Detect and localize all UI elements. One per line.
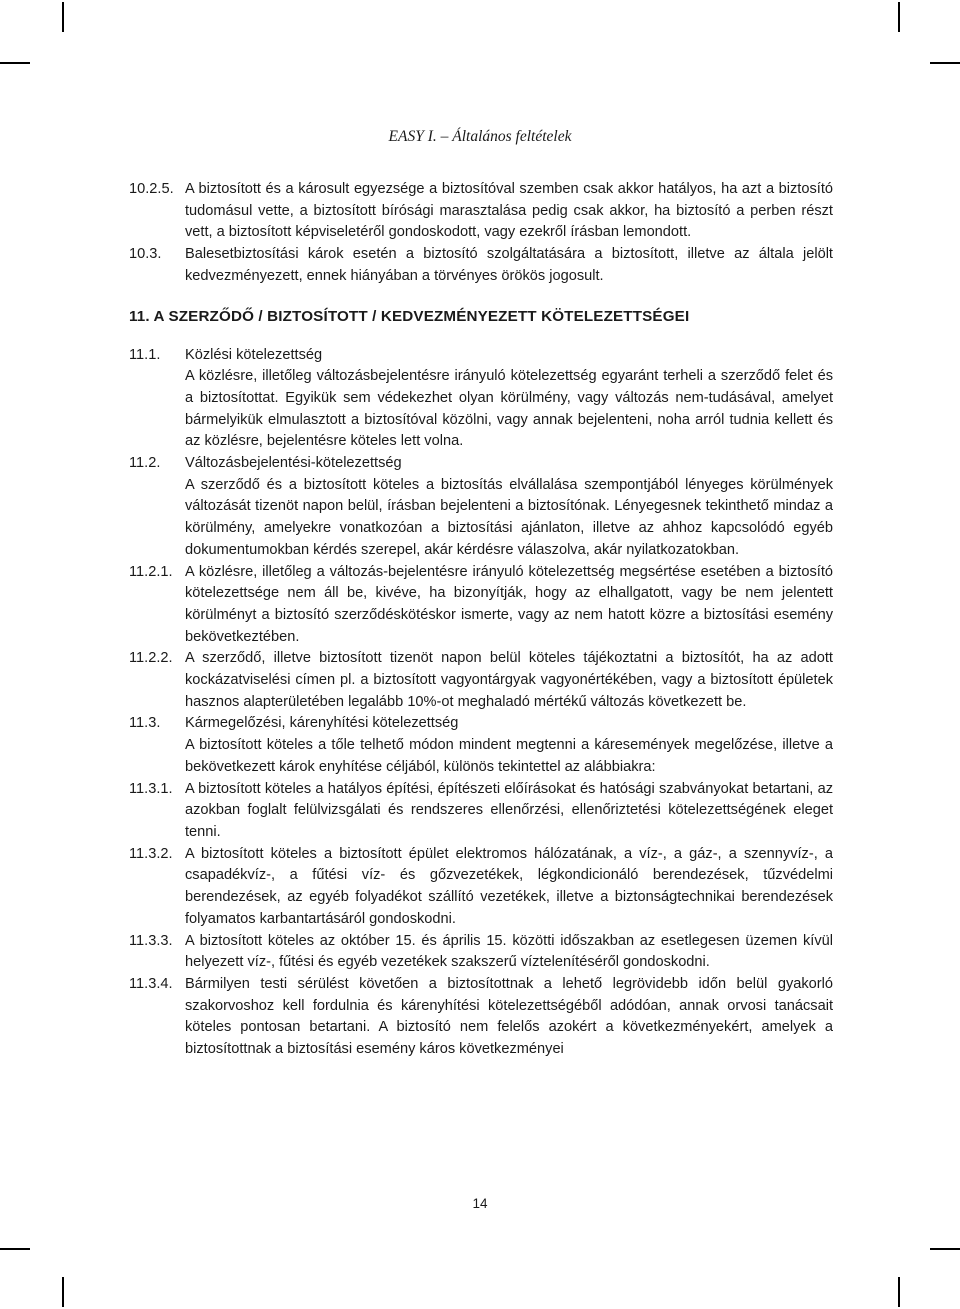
clause-11-1 [129, 345, 833, 454]
clause-number: 11.3.3. [129, 932, 173, 949]
clause-text: Bármilyen testi sérülést követően a biztosítottnak a lehető legrövidebb időn belül gyakorló szakorvoshoz kell fordulnia és kárenyhítési kötelezettségéből adódóan, annak orvosi tanácsait köteles pontosan betartani. A biztosító nem felelős azokért a következményekért, amelyek a biztosítottnak a biztosítási esemény káros következményei [185, 975, 833, 1058]
clause-number: 11.2.2. [129, 650, 173, 667]
clause-number: 11.3. [129, 715, 161, 732]
clause-11-3-3 [129, 931, 833, 974]
clause-11-3 [129, 713, 833, 778]
crop-mark-bottom-left [62, 1277, 64, 1307]
clause-text: A biztosított köteles az október 15. és április 15. közötti időszakban az esetlegesen üzemen kívül helyezett víz-, fűtési és egyéb vezetékek szakszerű víztelenítéséről gondoskodni. [185, 932, 833, 971]
crop-mark-left-lower [0, 1248, 30, 1250]
crop-mark-top-right [898, 2, 900, 32]
clause-number: 10.3. [129, 246, 162, 263]
clause-text: A biztosított köteles a tőle telhető módon mindent megtenni a káresemények megelőzése, illetve a bekövetkezett károk enyhítése céljából, különös tekintettel az alábbiakra: [185, 737, 833, 775]
clause-text: A szerződő és a biztosított köteles a biztosítás elvállalása szempontjából lényeges körülmények változását tizenöt napon belül, írásban bejelenteni a biztosítónak. Lényegesnek tekinthető mindaz a körülmény, amelyekre vonatkozóan a biztosítási ajánlaton, illetve az ahhoz kapcsolódó egyéb dokumentumokban kérdés szerepel, akár kérdésre válaszolva, akár nyilatkozatokban. [185, 476, 833, 558]
clause-text: A közlésre, illetőleg változásbejelentésre irányuló kötelezettség egyaránt terheli a szerződő felet és a biztosítottat. Egyikük sem védekezhet olyan körülmény, vagy változás nem-tudásával, amelyet bármelyikük elmulasztott a biztosítóval közölni, vagy annak bejelenteni, noha arról tudnia kellett és az közlésre, bejelentésre köteles lett volna. [185, 368, 833, 450]
clause-11-2 [129, 453, 833, 562]
clause-11-3-1 [129, 779, 833, 844]
clause-10-3 [129, 244, 833, 287]
clause-11-2-1 [129, 562, 833, 649]
crop-mark-left-upper [0, 62, 30, 64]
clause-number: 11.3.2. [129, 845, 173, 862]
clause-11-3-2 [129, 844, 833, 931]
clause-text: Balesetbiztosítási károk esetén a biztosító szolgáltatására a biztosított, illetve az általa jelölt kedvezményezett, ennek hiányában a törvényes örökös jogosult. [185, 246, 833, 284]
section-title: 11. A SZERZŐDŐ / BIZTOSÍTOTT / KEDVEZMÉNYEZETT KÖTELEZETTSÉGEI [129, 307, 690, 325]
clause-10-2-5 [129, 179, 833, 244]
clause-number: 11.2.1. [129, 563, 173, 580]
clause-title: Közlési kötelezettség [185, 346, 323, 363]
clause-text: A szerződő, illetve biztosított tizenöt napon belül köteles tájékoztatni a biztosítót, ha az adott kockázatviselési címen pl. a biztosított vagyontárgyak vagyonértékében, vagy a biztosított épületek hasznos alapterületében legalább 10%-ot meghaladó mértékű változás következett be. [185, 650, 833, 710]
clause-text: A biztosított köteles a biztosított épület elektromos hálózatának, a víz-, a gáz-, a szennyvíz-, a csapadékvíz-, a fűtési víz- és gőzvezetékek, légkondicionáló berendezések, tűzvédelmi berendezések, az egyéb folyadékot szállító vezetékek, illetve a biztonságtechnikai berendezések folyamatos karbantartásáról gondoskodni. [185, 845, 833, 927]
page-number: 14 [472, 1196, 488, 1211]
document-body [129, 179, 833, 1061]
clause-11-2-2 [129, 648, 833, 713]
clause-11-3-4 [129, 974, 833, 1061]
clause-text: A biztosított és a károsult egyezsége a biztosítóval szemben csak akkor hatályos, ha azt a biztosító tudomásul vette, a biztosított bírósági marasztalása pedig csak akkor, ha biztosító a perben részt vett, a biztosított képviseletéről gondoskodott, vagy ezekről írásban lemondott. [185, 181, 833, 241]
clause-title: Változásbejelentési-kötelezettség [185, 455, 402, 472]
crop-mark-bottom-right [898, 1277, 900, 1307]
clause-text: A közlésre, illetőleg a változás-bejelentésre irányuló kötelezettség megsértése esetében a biztosító kötelezettsége nem áll be, kivéve, ha bizonyítják, hogy az elhallgatott, vagy be nem jelentett körülményt a biztosító szerződéskötéskor ismerte, vagy az nem hatott közre a biztosítási esemény bekövetkeztében. [185, 563, 833, 645]
clause-number: 11.2. [129, 455, 161, 472]
clause-title: Kármegelőzési, kárenyhítési kötelezettség [185, 715, 459, 732]
page-header: EASY I. – Általános feltételek [388, 128, 572, 145]
clause-text: A biztosított köteles a hatályos építési, építészeti előírásokat és hatósági szabványokat betartani, az azokban foglalt felülvizsgálati és rendszeres ellenőrzési, ellenőriztetési kötelezettségének eleget tenni. [185, 780, 833, 840]
crop-mark-top-left [62, 2, 64, 32]
crop-mark-right-lower [930, 1248, 960, 1250]
clause-number: 11.3.1. [129, 780, 173, 797]
clause-number: 11.3.4. [129, 975, 173, 992]
crop-mark-right-upper [930, 62, 960, 64]
clause-number: 10.2.5. [129, 181, 174, 197]
clause-number: 11.1. [129, 346, 161, 363]
